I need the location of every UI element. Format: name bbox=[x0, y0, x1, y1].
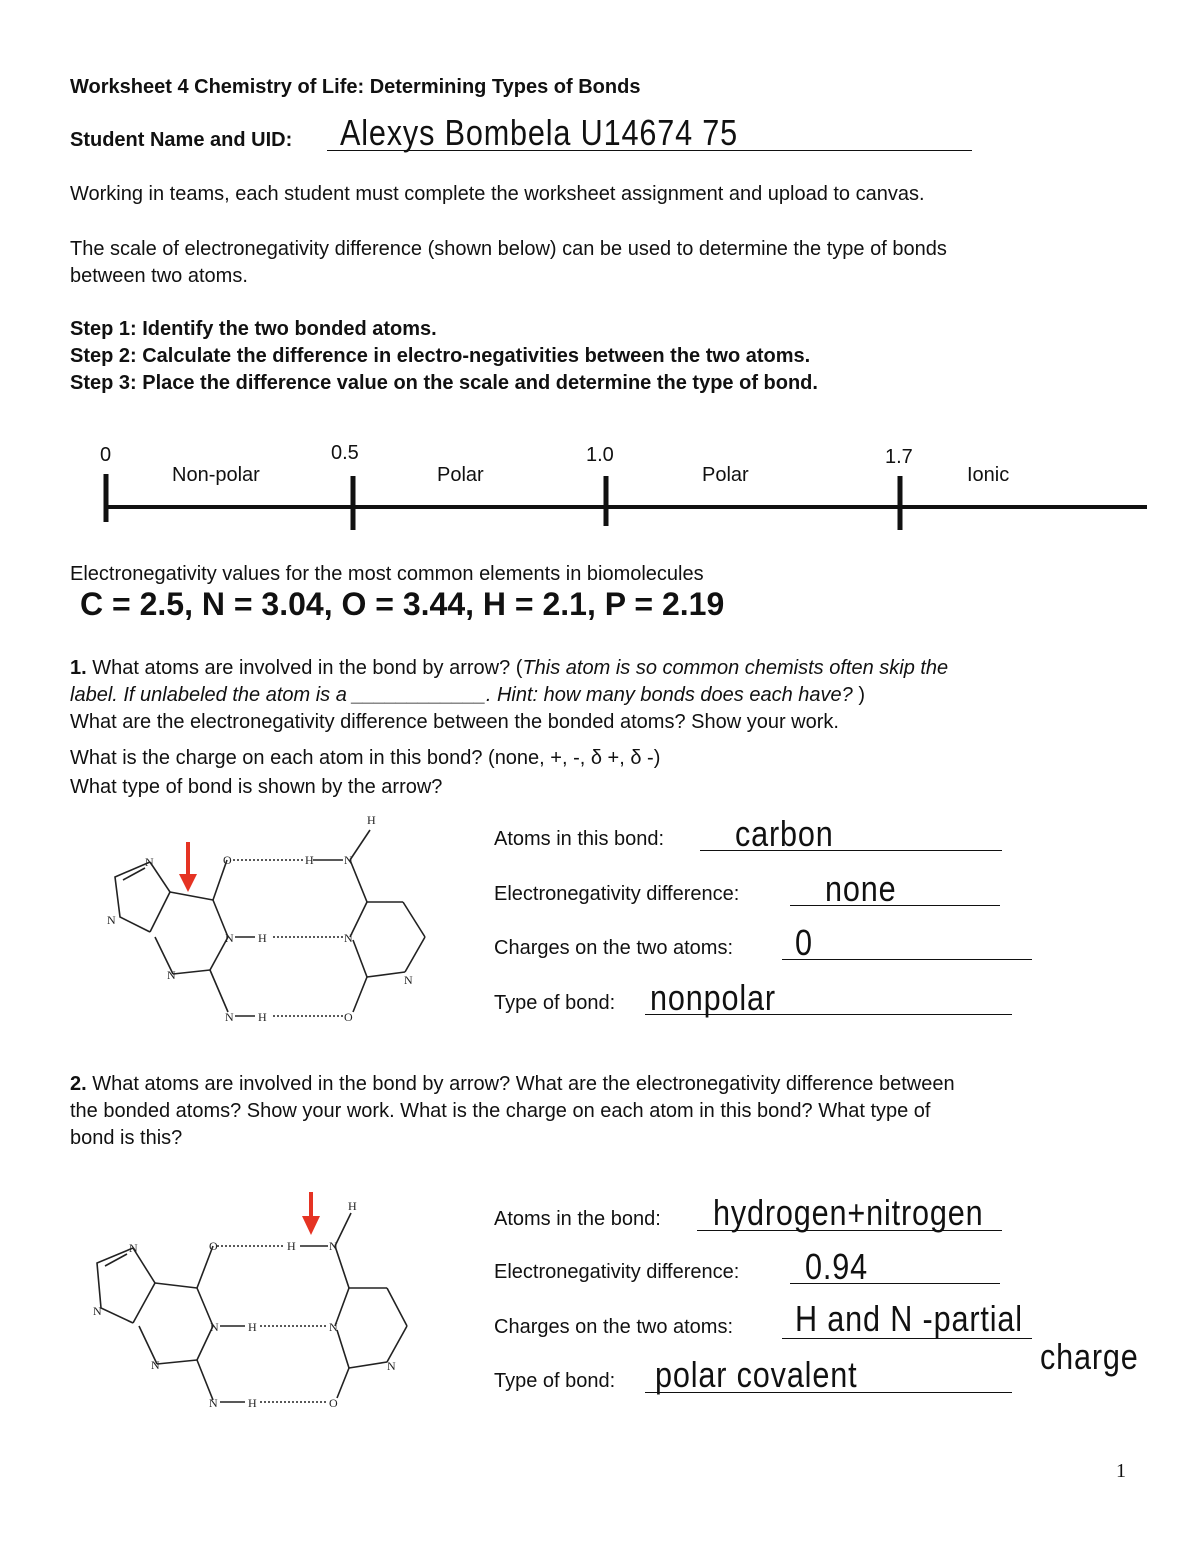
student-name-label: Student Name and UID: bbox=[70, 129, 293, 151]
q1-base-pair-diagram bbox=[95, 812, 440, 1032]
q1-atom-h2: H bbox=[258, 1010, 267, 1024]
step-1: Step 1: Identify the two bonded atoms. bbox=[70, 318, 437, 340]
q1-atom-o1: O bbox=[223, 853, 232, 867]
q1-atom-h4: H bbox=[367, 813, 376, 827]
step-2: Step 2: Calculate the difference in electro-negativities between the two atoms. bbox=[70, 345, 811, 367]
q1-line3: What are the electronegativity difference between the bonded atoms? Show your work. bbox=[70, 711, 839, 733]
q2-type-answer[interactable]: polar covalent bbox=[655, 1354, 858, 1395]
q2-line1: 2. What atoms are involved in the bond by arrow? What are the electronegativity difference between bbox=[70, 1073, 955, 1095]
q2-line2: the bonded atoms? Show your work. What is the charge on each atom in this bond? What type of bbox=[70, 1100, 931, 1122]
scale-region-polar-2: Polar bbox=[702, 464, 749, 486]
q1-atom-n4: N bbox=[167, 968, 176, 982]
step-3: Step 3: Place the difference value on the scale and determine the type of bond. bbox=[70, 372, 818, 394]
teams-instruction: Working in teams, each student must complete the worksheet assignment and upload to canvas. bbox=[70, 183, 925, 205]
q1-atoms-answer[interactable]: carbon bbox=[735, 813, 834, 854]
q2-atom-h1: H bbox=[248, 1320, 257, 1334]
scale-region-ionic: Ionic bbox=[967, 464, 1010, 486]
q1-charges-row: Charges on the two atoms: bbox=[494, 937, 734, 959]
q1-atom-n1: N bbox=[145, 855, 154, 869]
worksheet-title: Worksheet 4 Chemistry of Life: Determining Types of Bonds bbox=[70, 76, 641, 98]
q2-atom-o1: O bbox=[209, 1239, 218, 1253]
q2-atom-h3: H bbox=[287, 1239, 296, 1253]
q1-line1: 1. What atoms are involved in the bond by arrow? (This atom is so common chemists often skip the bbox=[70, 657, 949, 679]
q2-charges-row: Charges on the two atoms: bbox=[494, 1316, 734, 1338]
q2-atom-h4: H bbox=[348, 1199, 357, 1213]
q1-red-arrow bbox=[179, 842, 197, 892]
scale-region-nonpolar: Non-polar bbox=[172, 464, 260, 486]
q1-diff-answer[interactable]: none bbox=[825, 868, 897, 909]
student-name-value[interactable]: Alexys Bombela U14674 75 bbox=[340, 112, 739, 153]
electronegativity-scale bbox=[0, 430, 1200, 540]
q1-atoms-row: Atoms in this bond: bbox=[494, 828, 665, 850]
q1-type-answer[interactable]: nonpolar bbox=[650, 977, 776, 1018]
q2-atom-n3: N bbox=[210, 1320, 219, 1334]
q1-atom-h1: H bbox=[258, 931, 267, 945]
q2-atom-n6: N bbox=[329, 1239, 338, 1253]
scale-tick-label-0-5: 0.5 bbox=[331, 442, 359, 464]
q2-diff-row: Electronegativity difference: bbox=[494, 1261, 740, 1283]
q1-charges-answer[interactable]: 0 bbox=[795, 922, 813, 963]
scale-tick-label-1-7: 1.7 bbox=[885, 446, 913, 468]
q2-atom-n5: N bbox=[209, 1396, 218, 1410]
q1-atom-n8: N bbox=[404, 973, 413, 987]
q2-atom-n8: N bbox=[387, 1359, 396, 1373]
q2-atom-h2: H bbox=[248, 1396, 257, 1410]
q1-atom-n5: N bbox=[225, 1010, 234, 1024]
q1-atom-n7: N bbox=[344, 931, 353, 945]
scale-region-polar-1: Polar bbox=[437, 464, 484, 486]
q1-atom-h3: H bbox=[305, 853, 314, 867]
q1-line2: label. If unlabeled the atom is a ____________. Hint: how many bonds does each have? ) bbox=[70, 684, 866, 706]
q1-atom-n2: N bbox=[107, 913, 116, 927]
q2-atom-n4: N bbox=[151, 1358, 160, 1372]
q2-atoms-row: Atoms in the bond: bbox=[494, 1208, 661, 1230]
q1-line5: What type of bond is shown by the arrow? bbox=[70, 776, 443, 798]
scale-description-line1: The scale of electronegativity difference (shown below) can be used to determine the type of bonds bbox=[70, 238, 947, 260]
q1-atom-o2: O bbox=[344, 1010, 353, 1024]
q2-atoms-answer[interactable]: hydrogen+nitrogen bbox=[713, 1192, 984, 1233]
q1-atom-n6: N bbox=[344, 853, 353, 867]
q2-atom-n7: N bbox=[329, 1320, 338, 1334]
q1-diff-row: Electronegativity difference: bbox=[494, 883, 740, 905]
page-number: 1 bbox=[1116, 1460, 1126, 1482]
q2-atom-n1: N bbox=[129, 1241, 138, 1255]
q2-red-arrow bbox=[302, 1192, 320, 1235]
q2-base-pair-diagram bbox=[85, 1188, 430, 1418]
q1-type-row: Type of bond: bbox=[494, 992, 616, 1014]
q2-atom-n2: N bbox=[93, 1304, 102, 1318]
q2-charges-answer-continued[interactable]: charge bbox=[1040, 1336, 1139, 1377]
scale-description-line2: between two atoms. bbox=[70, 265, 248, 287]
q1-line4: What is the charge on each atom in this bond? (none, +, -, δ +, δ -) bbox=[70, 747, 661, 769]
q1-charges-line bbox=[782, 959, 1032, 960]
scale-tick-label-1-0: 1.0 bbox=[586, 444, 614, 466]
q2-line3: bond is this? bbox=[70, 1127, 183, 1149]
electronegativity-values: C = 2.5, N = 3.04, O = 3.44, H = 2.1, P = 2.19 bbox=[80, 586, 725, 622]
q2-atom-o2: O bbox=[329, 1396, 338, 1410]
q2-charges-answer[interactable]: H and N -partial bbox=[795, 1298, 1023, 1339]
q2-type-row: Type of bond: bbox=[494, 1370, 616, 1392]
electronegativity-intro: Electronegativity values for the most common elements in biomolecules bbox=[70, 563, 704, 585]
q2-diff-answer[interactable]: 0.94 bbox=[805, 1246, 868, 1287]
scale-tick-label-0: 0 bbox=[100, 444, 112, 466]
q1-atom-n3: N bbox=[225, 931, 234, 945]
